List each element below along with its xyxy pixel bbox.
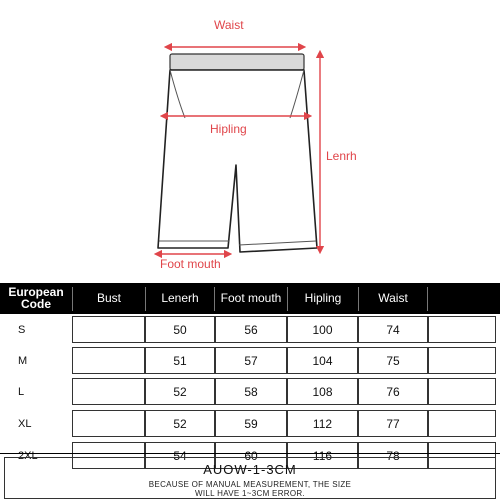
length-cell: 50 xyxy=(145,316,215,343)
table-row xyxy=(0,376,500,408)
hipling-cell: 112 xyxy=(287,410,358,437)
foot-mouth-cell: 60 xyxy=(215,442,287,469)
bust-cell xyxy=(72,378,145,405)
extra-cell xyxy=(428,347,496,374)
header-foot-mouth: Foot mouth xyxy=(220,291,282,305)
length-cell: 52 xyxy=(145,378,215,405)
header-european-code: European Code xyxy=(8,285,64,311)
bust-cell xyxy=(72,410,145,437)
waist-label: Waist xyxy=(214,18,244,32)
hipling-cell: 100 xyxy=(287,316,358,343)
length-cell: 51 xyxy=(145,347,215,374)
hipling-cell: 116 xyxy=(287,442,358,469)
waist-cell: 76 xyxy=(358,378,428,405)
foot-mouth-cell: 57 xyxy=(215,347,287,374)
header-waist: Waist xyxy=(378,291,408,305)
size-cell: M xyxy=(18,354,28,367)
hipling-cell: 108 xyxy=(287,378,358,405)
header-hipling: Hipling xyxy=(304,291,342,305)
bust-cell xyxy=(72,347,145,374)
table-row xyxy=(0,314,500,346)
extra-cell xyxy=(428,378,496,405)
foot-mouth-cell: 59 xyxy=(215,410,287,437)
header-length: Lenerh xyxy=(161,291,199,305)
waist-cell: 78 xyxy=(358,442,428,469)
table-header-row xyxy=(0,283,500,313)
measurement-note-line-1: BECAUSE OF MANUAL MEASUREMENT, THE SIZE xyxy=(148,480,352,489)
extra-cell xyxy=(428,316,496,343)
length-cell: 52 xyxy=(145,410,215,437)
header-extra xyxy=(428,283,500,313)
header-bust: Bust xyxy=(96,291,121,305)
tolerance-title: AUOW-1-3CM xyxy=(203,462,297,477)
length-label: Lenrh xyxy=(326,149,357,163)
size-cell: 2XL xyxy=(18,449,38,462)
size-cell: L xyxy=(18,385,25,398)
table-footer xyxy=(0,453,500,501)
measurement-note xyxy=(110,480,390,498)
hipling-cell: 104 xyxy=(287,347,358,374)
shorts-body-shape xyxy=(158,70,317,252)
waistband-shape xyxy=(170,54,304,70)
waist-cell: 75 xyxy=(358,347,428,374)
foot-mouth-label: Foot mouth xyxy=(160,257,221,271)
measurement-note-line-2: WILL HAVE 1~3CM ERROR. xyxy=(195,489,305,498)
waist-cell: 74 xyxy=(358,316,428,343)
waist-cell: 77 xyxy=(358,410,428,437)
size-chart-table xyxy=(0,283,500,500)
extra-cell xyxy=(428,410,496,437)
hipling-label: Hipling xyxy=(210,122,247,136)
foot-mouth-cell: 56 xyxy=(215,316,287,343)
size-cell: XL xyxy=(18,417,32,430)
size-cell: S xyxy=(18,323,26,336)
length-cell: 54 xyxy=(145,442,215,469)
foot-mouth-cell: 58 xyxy=(215,378,287,405)
table-row xyxy=(0,408,500,440)
table-row xyxy=(0,345,500,377)
bust-cell xyxy=(72,316,145,343)
table-body xyxy=(0,313,500,463)
